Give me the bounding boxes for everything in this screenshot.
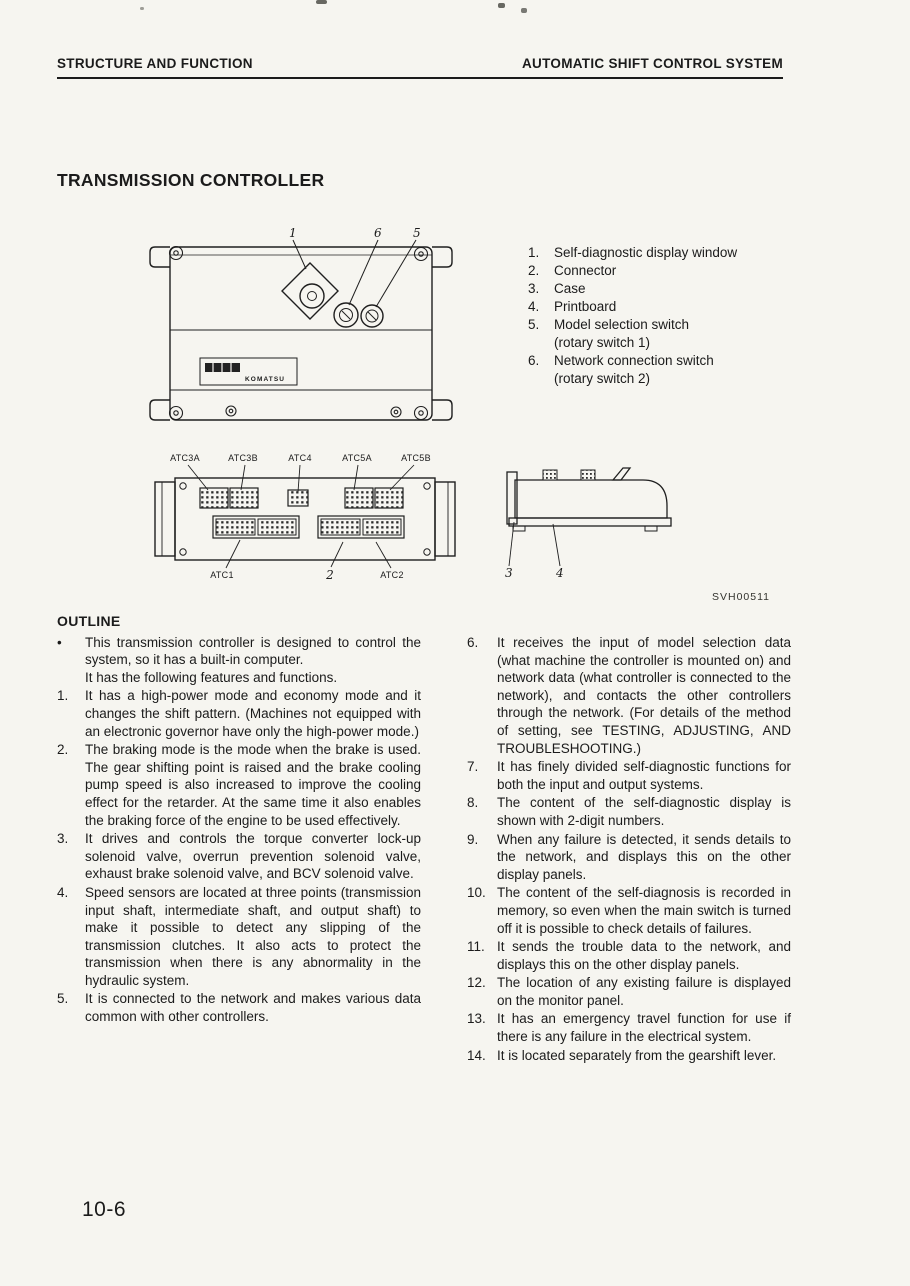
item-paragraph: This transmission controller is designed to control the system, so it has a built-in computer. bbox=[85, 634, 421, 668]
legend-item-number: 3. bbox=[528, 281, 540, 296]
mounting-bracket-right bbox=[435, 482, 455, 556]
callout-5-label: 5 bbox=[413, 226, 421, 240]
connector-label-atc5a: ATC5A bbox=[342, 453, 372, 463]
legend-item bbox=[528, 316, 790, 352]
scan-artifact bbox=[316, 0, 327, 4]
outline-item bbox=[467, 794, 791, 829]
outline-item bbox=[57, 990, 421, 1025]
header-section-title: STRUCTURE AND FUNCTION bbox=[57, 56, 253, 71]
mounting-ear bbox=[150, 247, 170, 267]
item-text: It sends the trouble data to the network, and displays this on the other display panels. bbox=[497, 939, 791, 972]
outline-item bbox=[467, 1047, 791, 1065]
legend-item-label: Case bbox=[554, 281, 586, 296]
page-title: TRANSMISSION CONTROLLER bbox=[57, 170, 325, 190]
outline-item bbox=[467, 1010, 791, 1045]
item-text: Speed sensors are located at three points (transmission input shaft, intermediate shaft, and output shaft) to make it possible to detect any slipping of the transmission clutches. It also acts to protect the transmission when there is any abnormality in the hydraulic system. bbox=[85, 884, 421, 988]
scan-artifact bbox=[521, 8, 527, 13]
outline-item bbox=[467, 974, 791, 1009]
item-paragraph: It has the following features and functions. bbox=[85, 669, 338, 685]
item-number: 1. bbox=[57, 688, 69, 704]
callout-leader-lines bbox=[293, 240, 416, 307]
mounting-ear bbox=[432, 247, 452, 267]
connector-atc4 bbox=[288, 490, 308, 506]
connector-atc3a bbox=[200, 488, 228, 508]
outline-item bbox=[57, 741, 421, 829]
item-text: The location of any existing failure is displayed on the monitor panel. bbox=[497, 975, 791, 1008]
angled-bracket bbox=[613, 468, 630, 480]
outline-item bbox=[467, 758, 791, 793]
figure-area bbox=[0, 222, 910, 622]
legend-item-label: Self-diagnostic display window bbox=[554, 245, 738, 260]
controller-top-view-diagram bbox=[143, 225, 463, 435]
item-text: It is connected to the network and makes various data common with other controllers. bbox=[85, 991, 421, 1025]
item-text: The content of the self-diagnostic display is shown with 2-digit numbers. bbox=[497, 795, 791, 828]
item-text: It has finely divided self-diagnostic functions for both the input and output systems. bbox=[497, 759, 791, 792]
connector-atc5a bbox=[345, 488, 373, 508]
callout-4-label: 4 bbox=[556, 566, 564, 580]
item-text: When any failure is detected, it sends details to the network, and displays this on the other display panels. bbox=[497, 831, 791, 882]
item-number: 8. bbox=[467, 795, 479, 811]
legend-item bbox=[528, 262, 790, 280]
outline-item bbox=[467, 884, 791, 937]
item-text: The braking mode is the mode when the brake is used. The gear shifting point is raised and the brake cooling pump speed is also increased to improve the cooling effect for the retarder. At the same time it also enables the braking force of the engine to be used effectively. bbox=[85, 742, 421, 828]
scan-artifact bbox=[498, 3, 505, 8]
outline-item bbox=[57, 830, 421, 883]
connector-label-atc3b: ATC3B bbox=[228, 453, 258, 463]
callout-6-label: 6 bbox=[374, 226, 382, 240]
legend-item-label: Connector bbox=[554, 263, 617, 278]
item-number: 6. bbox=[467, 635, 479, 650]
connector-label-atc3a: ATC3A bbox=[170, 453, 200, 463]
outline-left-column bbox=[57, 613, 421, 1065]
controller-bottom-view-diagram bbox=[150, 450, 460, 585]
controller-side-view-diagram bbox=[497, 460, 682, 588]
connector-label-atc2: ATC2 bbox=[380, 570, 404, 580]
mounting-ear bbox=[150, 400, 170, 420]
callout-1-label: 1 bbox=[289, 226, 297, 240]
top-connector-stub bbox=[581, 470, 595, 480]
item-number: 9. bbox=[467, 831, 479, 847]
outline-item bbox=[57, 634, 421, 687]
komatsu-logo-text: KOMATSU bbox=[245, 376, 286, 383]
mounting-bracket-left bbox=[155, 482, 175, 556]
callout-leader-lines bbox=[509, 522, 560, 566]
parts-legend bbox=[528, 244, 790, 388]
item-number: 10. bbox=[467, 885, 486, 901]
outline-right-column bbox=[467, 613, 791, 1065]
header-chapter-title: AUTOMATIC SHIFT CONTROL SYSTEM bbox=[522, 56, 783, 71]
top-connector-stub bbox=[543, 470, 557, 480]
callout-2-label: 2 bbox=[326, 568, 334, 582]
item-text: It is located separately from the gearshift lever. bbox=[497, 1047, 777, 1063]
printboard-plate bbox=[509, 518, 671, 526]
item-number: 3. bbox=[57, 831, 69, 847]
item-number: 13. bbox=[467, 1011, 486, 1027]
outline-section bbox=[57, 613, 791, 1065]
item-number: 7. bbox=[467, 759, 479, 775]
connector-label-atc5b: ATC5B bbox=[401, 453, 431, 463]
outline-item bbox=[467, 634, 791, 757]
callout-3-label: 3 bbox=[505, 566, 513, 580]
display-window-lens bbox=[300, 284, 324, 308]
case-screws bbox=[170, 247, 428, 420]
mounting-ear bbox=[432, 400, 452, 420]
item-bullet: • bbox=[57, 634, 62, 650]
case-profile bbox=[515, 480, 667, 518]
item-number: 14. bbox=[467, 1047, 486, 1063]
legend-item-number: 1. bbox=[528, 245, 540, 260]
display-window-diamond bbox=[282, 263, 338, 319]
outline-item bbox=[57, 884, 421, 990]
legend-item bbox=[528, 352, 790, 388]
connector-atc3b bbox=[230, 488, 258, 508]
legend-item-label: Model selection switch bbox=[554, 317, 690, 332]
item-text: It receives the input of model selection data (what machine the controller is mounted on) and network data (what controller is connected to the network), and contacts the other controllers through the network. (For details of the method of setting, see TESTING, ADJUSTING, AND TROUBLESHOOTING.) bbox=[497, 635, 791, 756]
legend-item-number: 6. bbox=[528, 353, 540, 368]
item-number: 11. bbox=[467, 939, 485, 955]
item-text: It drives and controls the torque converter lock-up solenoid valve, overrun prevention solenoid valve, exhaust brake solenoid valve, and BCV solenoid valve. bbox=[85, 831, 421, 882]
page-number: 10-6 bbox=[82, 1198, 127, 1221]
item-text bbox=[85, 634, 421, 687]
connector-label-atc4: ATC4 bbox=[288, 453, 312, 463]
item-text: It has an emergency travel function for use if there is any failure in the electrical system. bbox=[497, 1011, 791, 1045]
connector-label-atc1: ATC1 bbox=[210, 570, 234, 580]
legend-item-number: 5. bbox=[528, 317, 540, 332]
page-header bbox=[57, 56, 783, 79]
outline-item bbox=[57, 687, 421, 740]
outline-item bbox=[467, 938, 791, 973]
legend-item-label: Printboard bbox=[554, 299, 617, 314]
legend-item-label: Network connection switch bbox=[554, 353, 714, 368]
figure-code: SVH00511 bbox=[712, 591, 771, 603]
item-number: 12. bbox=[467, 975, 486, 991]
legend-item bbox=[528, 244, 790, 262]
legend-item-number: 4. bbox=[528, 299, 540, 314]
item-number: 4. bbox=[57, 884, 69, 900]
scan-artifact bbox=[140, 7, 144, 10]
legend-item bbox=[528, 298, 790, 316]
legend-item-sublabel: (rotary switch 2) bbox=[554, 371, 651, 386]
connector-atc5b bbox=[375, 488, 403, 508]
item-text: It has a high-power mode and economy mode and it changes the shift pattern. (Machines not equipped with an electronic governor have only the high-power mode.) bbox=[85, 688, 421, 739]
item-text: The content of the self-diagnosis is recorded in memory, so even when the main switch is turned off it is possible to check details of failures. bbox=[497, 885, 791, 936]
outline-item bbox=[467, 831, 791, 884]
outline-heading: OUTLINE bbox=[57, 613, 121, 629]
legend-item-number: 2. bbox=[528, 263, 540, 278]
item-number: 5. bbox=[57, 991, 69, 1007]
item-number: 2. bbox=[57, 742, 69, 758]
legend-item bbox=[528, 280, 790, 298]
legend-item-sublabel: (rotary switch 1) bbox=[554, 335, 651, 350]
